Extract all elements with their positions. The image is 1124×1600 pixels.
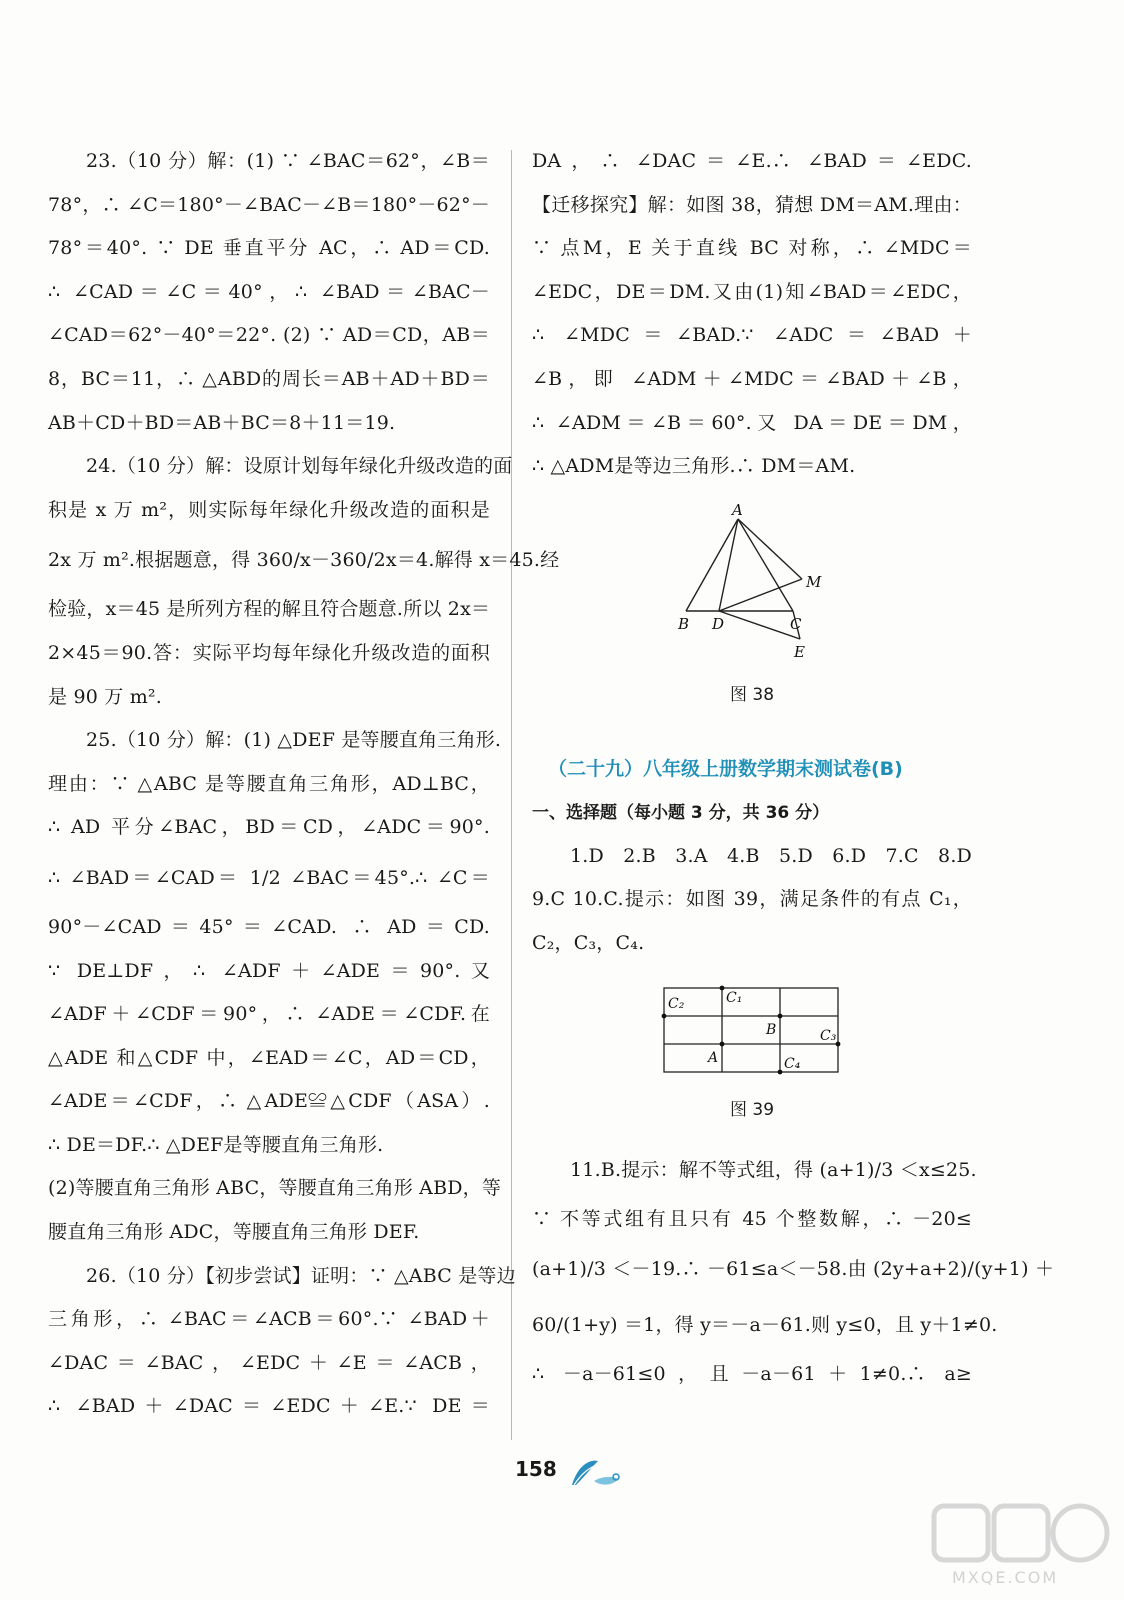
grid-diagram [532, 980, 972, 1090]
leaf-ornament-icon [568, 1455, 624, 1489]
text-line: ∵ 点M，E 关于直线 BC 对称，∴ ∠MDC＝ [532, 237, 972, 260]
subsection-title: 一、选择题（每小题 3 分，共 36 分） [532, 802, 830, 823]
figure-38 [532, 500, 972, 675]
text-line: ∠B，即 ∠ADM＋∠MDC＝∠BAD＋∠B， [532, 367, 972, 390]
column-divider [511, 150, 512, 1440]
label-c4: C₄ [784, 1055, 801, 1072]
text-line: ∠DAC＝∠BAC，∠EDC＋∠E＝∠ACB， [48, 1351, 490, 1374]
watermark-logo-icon [930, 1500, 1110, 1570]
text-line: 90°－∠CAD＝45°＝∠CAD. ∴ AD＝CD. [48, 915, 490, 938]
watermark-url: MXQE.COM [952, 1568, 1059, 1587]
text-line: ∠ADF＋∠CDF＝90°，∴ ∠ADE＝∠CDF.在 [48, 1003, 490, 1026]
label-c1: C₁ [726, 989, 743, 1006]
text-line: 2x 万 m².根据题意，得 360/x－360/2x＝4.解得 x＝45.经 [48, 549, 560, 572]
text-line: ∴ AD 平分∠BAC，BD＝CD，∠ADC＝90°. [48, 816, 490, 839]
text-line: (2)等腰直角三角形 ABC，等腰直角三角形 ABD，等 [48, 1177, 502, 1200]
text-line: 60/(1+y) ＝1，得 y＝－a－61.则 y≤0，且 y＋1≠0. [532, 1314, 998, 1337]
text-line: ∠CAD＝62°－40°＝22°. (2) ∵ AD＝CD，AB＝ [48, 324, 490, 347]
text-line: ∴ DE＝DF.∴ △DEF是等腰直角三角形. [48, 1133, 384, 1156]
text-line: 24.（10 分）解：设原计划每年绿化升级改造的面 [86, 455, 513, 478]
label-a: A [732, 500, 743, 519]
text-line: 腰直角三角形 ADC，等腰直角三角形 DEF. [48, 1221, 420, 1244]
text-line: 11.B.提示：解不等式组，得 (a+1)/3 ＜x≤25. [570, 1158, 977, 1181]
text-line: C₂，C₃，C₄. [532, 931, 645, 954]
text-line: 是 90 万 m². [48, 685, 162, 708]
text-line: (a+1)/3 ＜－19.∴ －61≤a＜－58.由 (2y+a+2)/(y+1) ＋ [532, 1258, 1055, 1281]
text-line: ∴ △ADM是等边三角形.∴ DM＝AM. [532, 455, 856, 478]
text-line: AB＋CD＋BD＝AB＋BC＝8＋11＝19. [48, 411, 396, 434]
figure-39 [532, 980, 972, 1090]
text-line: △ADE 和△CDF 中，∠EAD＝∠C，AD＝CD， [48, 1046, 490, 1069]
text-line: 9.C 10.C.提示：如图 39，满足条件的有点 C₁， [532, 888, 972, 911]
label-c3: C₃ [820, 1027, 837, 1044]
label-c: C [790, 614, 802, 633]
figure-38-caption: 图 38 [729, 684, 775, 705]
label-e: E [794, 642, 805, 661]
text-line: 1.D 2.B 3.A 4.B 5.D 6.D 7.C 8.D [570, 844, 972, 867]
figure-39-caption: 图 39 [729, 1099, 775, 1120]
text-line: 25.（10 分）解：(1) △DEF 是等腰直角三角形. [86, 729, 502, 752]
text-line: ∴ ∠ADM＝∠B＝60°.又 DA＝DE＝DM， [532, 411, 972, 434]
text-line: DA，∴ ∠DAC＝∠E.∴ ∠BAD＝∠EDC. [532, 150, 972, 172]
text-line: ∴ －a－61≤0，且－a－61＋1≠0.∴ a≥ [532, 1363, 972, 1386]
label-b: B [678, 614, 690, 633]
text-line: 26.（10 分）【初步尝试】证明：∵ △ABC 是等边 [86, 1264, 516, 1287]
text-line: ∴ ∠BAD＝∠CAD＝ 1/2 ∠BAC＝45°.∴ ∠C＝ [48, 866, 490, 889]
text-line: 积是 x 万 m²，则实际每年绿化升级改造的面积是 [48, 498, 490, 521]
label-a: A [708, 1049, 719, 1066]
page-number: 158 [515, 1457, 557, 1481]
page-footer [0, 1455, 1124, 1495]
triangle-diagram [532, 500, 972, 675]
text-line: 检验，x＝45 是所列方程的解且符合题意.所以 2x＝ [48, 598, 491, 621]
text-line: 理由：∵ △ABC 是等腰直角三角形，AD⊥BC， [48, 772, 490, 795]
text-line: 三角形，∴ ∠BAC＝∠ACB＝60°.∵ ∠BAD＋ [48, 1308, 490, 1331]
text-line: 2×45＝90.答：实际平均每年绿化升级改造的面积 [48, 641, 490, 664]
text-line: 23.（10 分）解：(1) ∵ ∠BAC＝62°，∠B＝ [86, 150, 490, 172]
label-m: M [806, 572, 822, 591]
text-line: ∠ADE＝∠CDF，∴ △ADE≌△CDF（ASA）. [48, 1090, 490, 1113]
text-line: ∠EDC，DE＝DM.又由(1)知∠BAD＝∠EDC， [532, 280, 972, 303]
label-c2: C₂ [668, 995, 685, 1012]
label-b: B [766, 1021, 777, 1038]
left-column [48, 140, 560, 1429]
text-line: 78°，∴ ∠C＝180°－∠BAC－∠B＝180°－62°－ [48, 193, 490, 216]
text-line: ∴ ∠CAD＝∠C＝40°，∴ ∠BAD＝∠BAC－ [48, 280, 490, 303]
section-title: （二十九）八年级上册数学期末测试卷(B) [548, 757, 903, 780]
text-line: 78°＝40°. ∵ DE 垂直平分 AC，∴ AD＝CD. [48, 237, 490, 260]
text-line: 【迁移探究】解：如图 38，猜想 DM＝AM.理由： [532, 193, 972, 216]
text-line: 8，BC＝11，∴ △ABD的周长＝AB＋AD＋BD＝ [48, 367, 490, 390]
label-d: D [712, 614, 725, 633]
text-line: ∵ 不等式组有且只有 45 个整数解，∴ －20≤ [532, 1207, 972, 1230]
right-column [532, 140, 1055, 1397]
text-line: ∴ ∠BAD＋∠DAC＝∠EDC＋∠E.∵ DE＝ [48, 1395, 490, 1418]
text-line: ∴ ∠MDC＝∠BAD.∵ ∠ADC＝∠BAD＋ [532, 324, 972, 347]
text-line: ∵ DE⊥DF，∴ ∠ADF＋∠ADE＝90°.又 [48, 959, 490, 982]
